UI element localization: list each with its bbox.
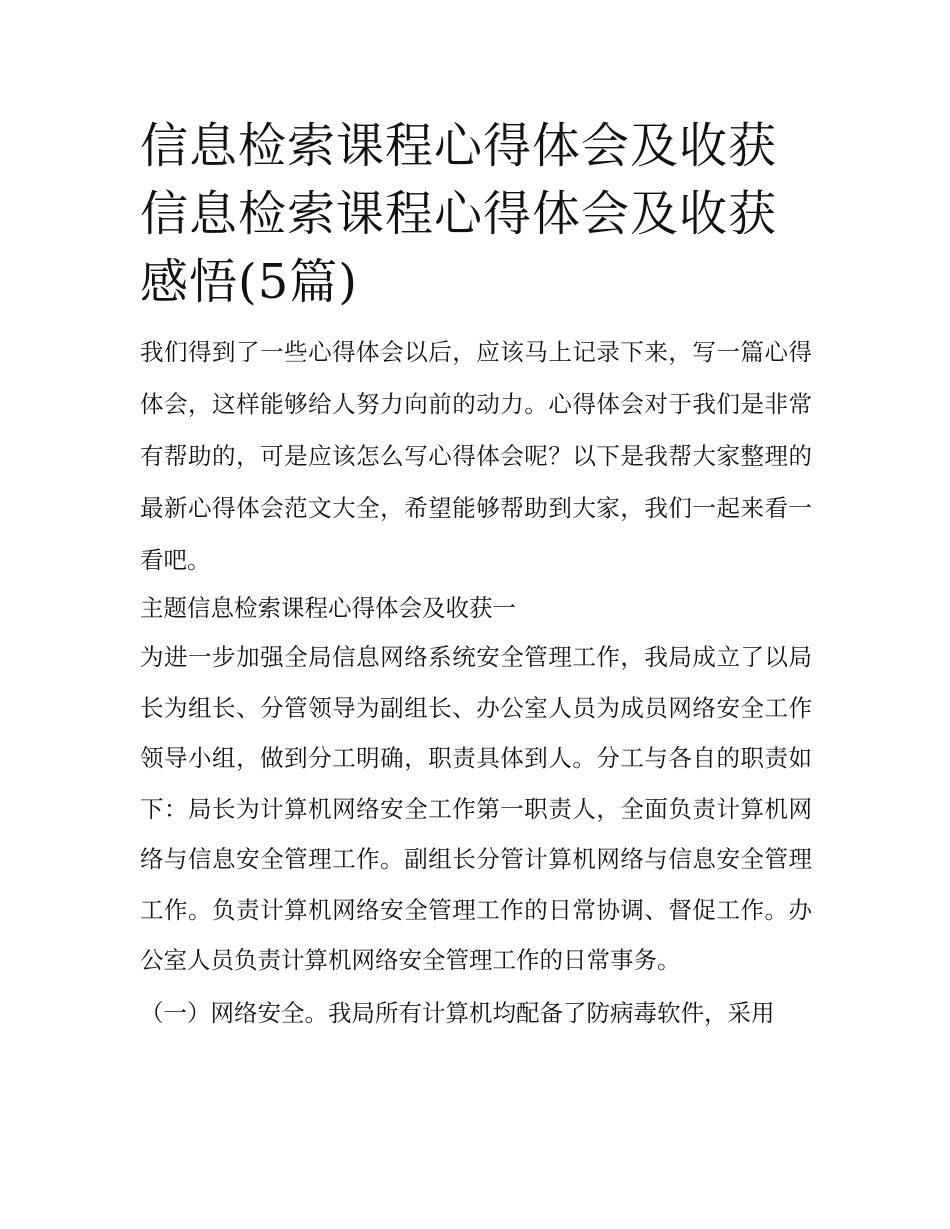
document-page [140, 112, 812, 1038]
title-line-1: 信息检索课程心得体会及收获 [140, 118, 778, 174]
document-title [140, 112, 812, 316]
intro-paragraph: 我们得到了一些心得体会以后，应该马上记录下来，写一篇心得体会，这样能够给人努力向前的动力。心得体会对于我们是非常有帮助的，可是应该怎么写心得体会呢？以下是我帮大家整理的最新心得体会范文大全，希望能够帮助到大家，我们一起来看一看吧。 [140, 338, 812, 574]
title-line-3: 感悟(5篇) [140, 254, 358, 310]
title-line-2: 信息检索课程心得体会及收获 [140, 186, 778, 242]
section-heading: 主题信息检索课程心得体会及收获一 [140, 594, 516, 622]
body-paragraph-1: 为进一步加强全局信息网络系统安全管理工作，我局成立了以局长为组长、分管领导为副组长、办公室人员为成员网络安全工作领导小组，做到分工明确，职责具体到人。分工与各自的职责如下：局长为计算机网络安全工作第一职责人，全面负责计算机网络与信息安全管理工作。副组长分管计算机网络与信息安全管理工作。负责计算机网络安全管理工作的日常协调、督促工作。办公室人员负责计算机网络安全管理工作的日常事务。 [140, 643, 812, 974]
body-paragraph-2: （一）网络安全。我局所有计算机均配备了防病毒软件，采用 [140, 998, 775, 1027]
